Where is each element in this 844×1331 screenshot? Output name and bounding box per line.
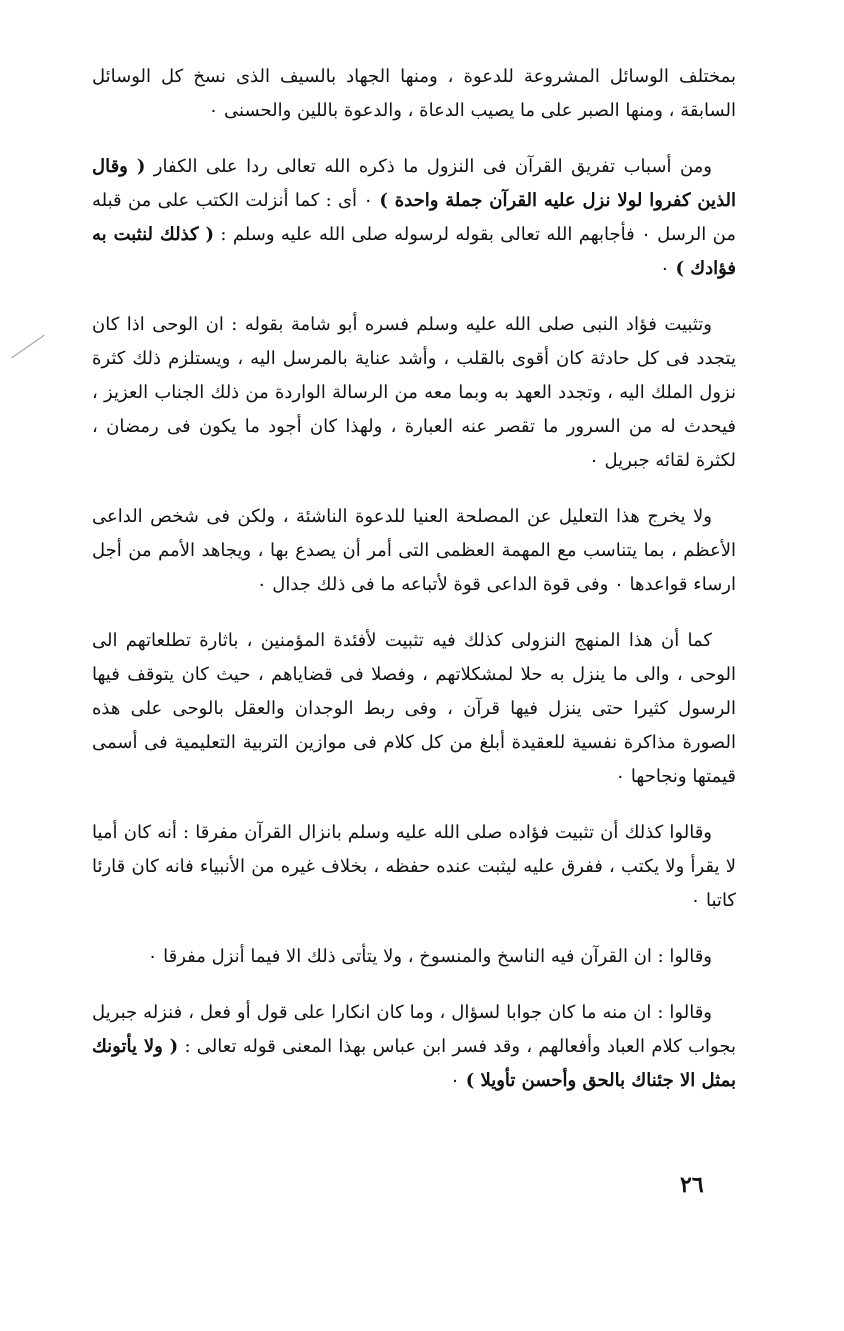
text-segment: وقالوا : ان منه ما كان جوابا لسؤال ، وما كان انكارا على قول أو فعل ، فنزله جبريل بجواب كلام العباد وأفعالهم ، وقد فسر ابن عباس بهذا المعنى قوله تعالى :: [92, 1002, 736, 1057]
paragraph: [92, 150, 736, 286]
text-segment: وتثبيت فؤاد النبى صلى الله عليه وسلم فسره أبو شامة بقوله : ان الوحى اذا كان يتجدد فى كل حادثة كان أقوى بالقلب ، وأشد عناية بالمرسل اليه ، ويستلزم ذلك كثرة نزول الملك اليه ، وتجدد العهد به وبما معه من الرسالة الواردة من ذلك الجناب العزيز ، فيحدث له من السرور ما تقصر عنه العبارة ، ولهذا كان أجود ما يكون فى رمضان ، لكثرة لقائه جبريل ٠: [92, 314, 736, 471]
quran-quote: ( وقال الذين كفروا لولا نزل عليه القرآن جملة واحدة ): [92, 156, 737, 211]
paragraph: [92, 940, 736, 974]
margin-pencil-mark: [11, 335, 44, 359]
text-segment: كما أن هذا المنهج النزولى كذلك فيه تثبيت لأفئدة المؤمنين ، باثارة تطلعاتهم الى الوحى ، والى ما ينزل به حلا لمشكلاتهم ، وفصلا فى قضاياهم ، حيث كان يتوقف فيها الرسول كثيرا حتى ينزل فيها قرآن ، وفى ربط الوجدان والعقل بالوحى على هذه الصورة مذاكرة نفسية للعقيدة أبلغ من كل كلام فى موازين التربية التعليمية فى أسمى قيمتها ونجاحها ٠: [92, 630, 736, 787]
page-number: ٢٦: [680, 1172, 704, 1198]
text-segment: ٠: [660, 258, 676, 279]
text-segment: وقالوا : ان القرآن فيه الناسخ والمنسوخ ، ولا يتأتى ذلك الا فيما أنزل مفرقا ٠: [147, 946, 712, 967]
text-segment: بمختلف الوسائل المشروعة للدعوة ، ومنها الجهاد بالسيف الذى نسخ كل الوسائل السابقة ، ومنها الصبر على ما يصيب الدعاة ، والدعوة باللين والحسنى ٠: [92, 66, 736, 121]
text-segment: ولا يخرج هذا التعليل عن المصلحة العنيا للدعوة الناشئة ، ولكن فى شخص الداعى الأعظم ، بما يتناسب مع المهمة العظمى التى أمر أن يصدع بها ، ويجاهد الأمم من أجل ارساء قواعدها ٠ وفى قوة الداعى قوة لأتباعه ما فى ذلك جدال ٠: [92, 506, 736, 595]
quran-quote: ( كذلك لنثبت به فؤادك ): [92, 224, 736, 279]
paragraph: [92, 624, 736, 794]
paragraph: [92, 60, 736, 128]
text-segment: وقالوا كذلك أن تثبيت فؤاده صلى الله عليه وسلم بانزال القرآن مفرقا : أنه كان أميا لا يقرأ ولا يكتب ، ففرق عليه ليثبت عنده حفظه ، بخلاف غيره من الأنبياء فانه كان قارئا كاتبا ٠: [92, 822, 736, 911]
paragraph: [92, 816, 736, 918]
paragraph: [92, 308, 736, 478]
paragraph: [92, 500, 736, 602]
text-segment: ٠: [450, 1070, 466, 1091]
quran-quote: ( ولا يأتونك بمثل الا جئناك بالحق وأحسن تأويلا ): [92, 1036, 736, 1091]
paragraph: [92, 996, 736, 1098]
body-text: [92, 60, 736, 1120]
text-segment: ومن أسباب تفريق القرآن فى النزول ما ذكره الله تعالى ردا على الكفار: [145, 156, 712, 177]
text-segment: ٠ أى : كما أنزلت الكتب على من قبله من الرسل ٠ فأجابهم الله تعالى بقوله لرسوله صلى الله عليه وسلم :: [92, 190, 736, 245]
